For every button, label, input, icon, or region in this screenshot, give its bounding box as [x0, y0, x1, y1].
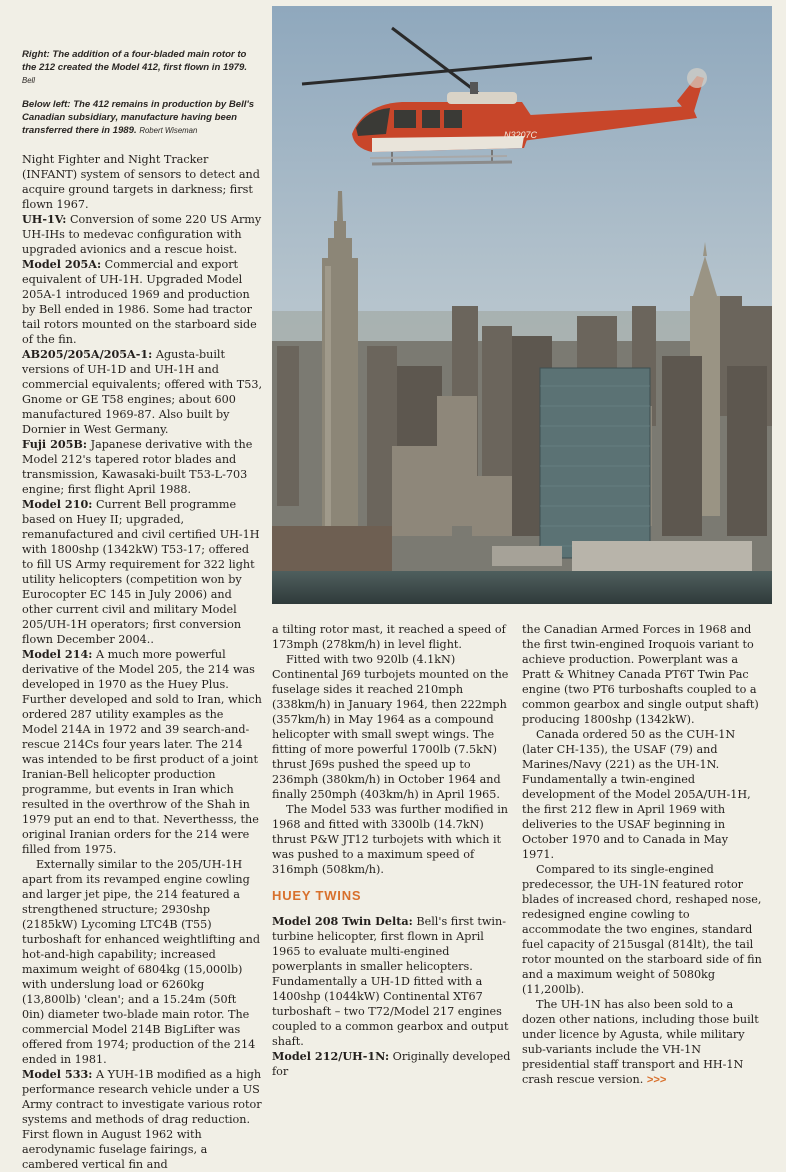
left-entry-205a — [22, 257, 262, 347]
right-para-4 — [522, 997, 762, 1088]
left-entry-ab205 — [22, 347, 262, 437]
right-para-3 — [522, 862, 762, 997]
section-heading-huey-twins: HUEY TWINS — [272, 888, 362, 903]
continued-arrow-icon: >>> — [646, 1074, 667, 1086]
caption-right-lead: Right: — [22, 49, 50, 60]
right-para-4-text: The UH-1N has also been sold to a dozen other nations, including those built under licence by Agusta, while military sub-variants include the VH-1N presidential staff transport and HH-1N crash rescue version. — [522, 998, 759, 1086]
left-entry-205a-text: Commercial and export equivalent of UH-1H. Upgraded Model 205A-1 introduced 1969 and production by Bell ended in 1986. Some had tractor tail rotors mounted on the starboard side of the fin. — [22, 258, 257, 346]
caption-right — [22, 48, 260, 87]
mid-para-3 — [272, 802, 512, 877]
left-text-column — [22, 152, 262, 1172]
left-entry-205a-head: Model 205A: — [22, 257, 102, 271]
right-text-column — [522, 622, 762, 1088]
mid-entry-208-text: Bell's first twin-turbine helicopter, first flown in April 1965 to evaluate multi-engined powerplants in smaller helicopters. Fundamentally a UH-1D fitted with a 1400shp (1044kW) Continental XT67 turboshaft – two T72/Model 217 engines coupled to a common gearbox and output shaft. — [272, 915, 509, 1049]
left-entry-fuji205b-text: Japanese derivative with the Model 212's tapered rotor blades and transmission, Kawasaki-built T53-L-703 engine; first flight April 1988. — [22, 438, 253, 496]
right-para-1 — [522, 622, 762, 727]
left-entry-210-text: Current Bell programme based on Huey II; upgraded, remanufactured and civil certified UH-1H with 1800shp (1342kW) T53-17; offered to fill US Army requirement for 322 light utility helicopters (competition won by Eurocopter EC 145 in July 2006) and other current civil and military Model 205/UH-1H operators; first conversion flown December 2004.. — [22, 498, 260, 646]
left-para-infant-text: Night Fighter and Night Tracker (INFANT) system of sensors to detect and acquire ground targets in darkness; first flown 1967. — [22, 153, 260, 211]
mid-entry-208 — [272, 914, 512, 1049]
mid-entry-212 — [272, 1049, 512, 1079]
left-entry-ab205-head: AB205/205A/205A-1: — [22, 347, 153, 361]
mid-para-3-text: The Model 533 was further modified in 1968 and fitted with 3300lb (14.7kN) thrust P&W JT12 turbojets with which it was pushed to a maximum speed of 316mph (508km/h). — [272, 803, 508, 876]
photo-captions — [22, 48, 260, 148]
mid-para-1 — [272, 622, 512, 652]
left-entry-ab205-text: Agusta-built versions of UH-1D and UH-1H and commercial equivalents; offered with T53, Gnome or GE T58 engines; about 600 manufactured 1969-87. Also built by Dornier in West Germany. — [22, 348, 263, 436]
caption-below-left — [22, 98, 260, 137]
right-para-2-text: Canada ordered 50 as the CUH-1N (later CH-135), the USAF (79) and Marines/Navy (221) as the UH-1N. Fundamentally a twin-engined development of the Model 205A/UH-1H, the first 212 flew in April 1969 with deliveries to the USAF beginning in October 1970 and to Canada in May 1971. — [522, 728, 751, 861]
mid-entry-208-head: Model 208 Twin Delta: — [272, 914, 413, 929]
left-entry-533-head: Model 533: — [22, 1067, 93, 1081]
mid-entry-212-text: Originally developed for — [272, 1050, 511, 1079]
left-entry-533-text: A YUH-1B modified as a high performance research vehicle under a US Army contract to investigate various rotor systems and methods of drag reduction. First flown in August 1962 with aerodynamic fuselage fairings, a cambered vertical fin and — [22, 1068, 262, 1171]
left-entry-533 — [22, 1067, 262, 1172]
left-entry-214 — [22, 647, 262, 857]
right-para-1-text: the Canadian Armed Forces in 1968 and the first twin-engined Iroquois variant to achieve production. Powerplant was a Pratt & Whitney Canada PT6T Twin Pac engine (two PT6 turboshafts coupled to a common gearbox and single output shaft) producing 1800shp (1342kW). — [522, 623, 759, 726]
middle-text-column — [272, 622, 512, 1079]
left-entry-214-text: A much more powerful derivative of the Model 205, the 214 was developed in 1970 as the Huey Plus. Further developed and sold to Iran, which ordered 287 utility examples as the Model 214A in 1972 and 39 search-and-rescue 214Cs four years later. The 214 was intended to be first product of a joint Iranian-Bell helicopter production programme, but events in Iran which resulted in the overthrow of the Shah in 1979 put an end to that. Neverthesss, the original Iranian orders for the 214 were filled from 1975. — [22, 648, 262, 856]
left-para-214-detail-text: Externally similar to the 205/UH-1H apart from its revamped engine cowling and larger jet pipe, the 214 featured a strengthened structure; 2930shp (2185kW) Lycoming LTC4B (T55) turboshaft for enhanced weightlifting and hot-and-high capability; increased maximum weight of 6804kg (15,000lb) with underslung load or 6260kg (13,800lb) 'clean'; and a 15.24m (50ft 0in) diameter two-blade main rotor. The commercial Model 214B BigLifter was offered from 1974; production of the 214 ended in 1981. — [22, 858, 261, 1066]
mid-para-2-text: Fitted with two 920lb (4.1kN) Continental J69 turbojets mounted on the fuselage sides it reached 210mph (338km/h) in January 1964, then 222mph (357km/h) in May 1964 as a compound helicopter with small swept wings. The fitting of more powerful 1700lb (7.5kN) thrust J69s pushed the speed up to 236mph (380km/h) in October 1964 and finally 250mph (403km/h) in April 1965. — [272, 653, 509, 801]
helicopter-photo — [272, 6, 772, 604]
left-entry-uh1v — [22, 212, 262, 257]
left-para-infant — [22, 152, 262, 212]
left-entry-uh1v-head: UH-1V: — [22, 212, 67, 226]
left-entry-fuji205b — [22, 437, 262, 497]
caption-right-credit: Bell — [22, 76, 36, 86]
right-para-2 — [522, 727, 762, 862]
left-entry-214-head: Model 214: — [22, 647, 93, 661]
left-entry-210-head: Model 210: — [22, 497, 93, 511]
left-entry-210 — [22, 497, 262, 647]
left-para-214-detail — [22, 857, 262, 1067]
caption-below-left-lead: Below left: — [22, 99, 71, 111]
mid-entry-212-head: Model 212/UH-1N: — [272, 1049, 390, 1064]
helicopter-registration: N3207C — [504, 130, 538, 140]
left-entry-uh1v-text: Conversion of some 220 US Army UH-IHs to medevac configuration with upgraded avionics and a rescue hoist. — [22, 213, 262, 256]
helicopter-over-city-illustration — [272, 6, 772, 604]
mid-para-2 — [272, 652, 512, 802]
caption-below-left-text: The 412 remains in production by Bell's Canadian subsidiary, manufacture having been transferred there in 1989. — [22, 99, 255, 137]
left-entry-fuji205b-head: Fuji 205B: — [22, 437, 88, 451]
caption-below-left-credit: Robert Wiseman — [139, 126, 198, 136]
caption-right-text: The addition of a four-bladed main rotor to the 212 created the Model 412, first flown in 1979. — [22, 49, 247, 74]
right-para-3-text: Compared to its single-engined predecessor, the UH-1N featured rotor blades of increased chord, reshaped nose, redesigned engine cowling to accommodate the two engines, standard fuel capacity of 215usgal (814lt), the tail rotor mounted on the starboard side of fin and a maximum weight of 5080kg (11,200lb). — [522, 863, 762, 996]
mid-para-1-text: a tilting rotor mast, it reached a speed of 173mph (278km/h) in level flight. — [272, 623, 506, 651]
